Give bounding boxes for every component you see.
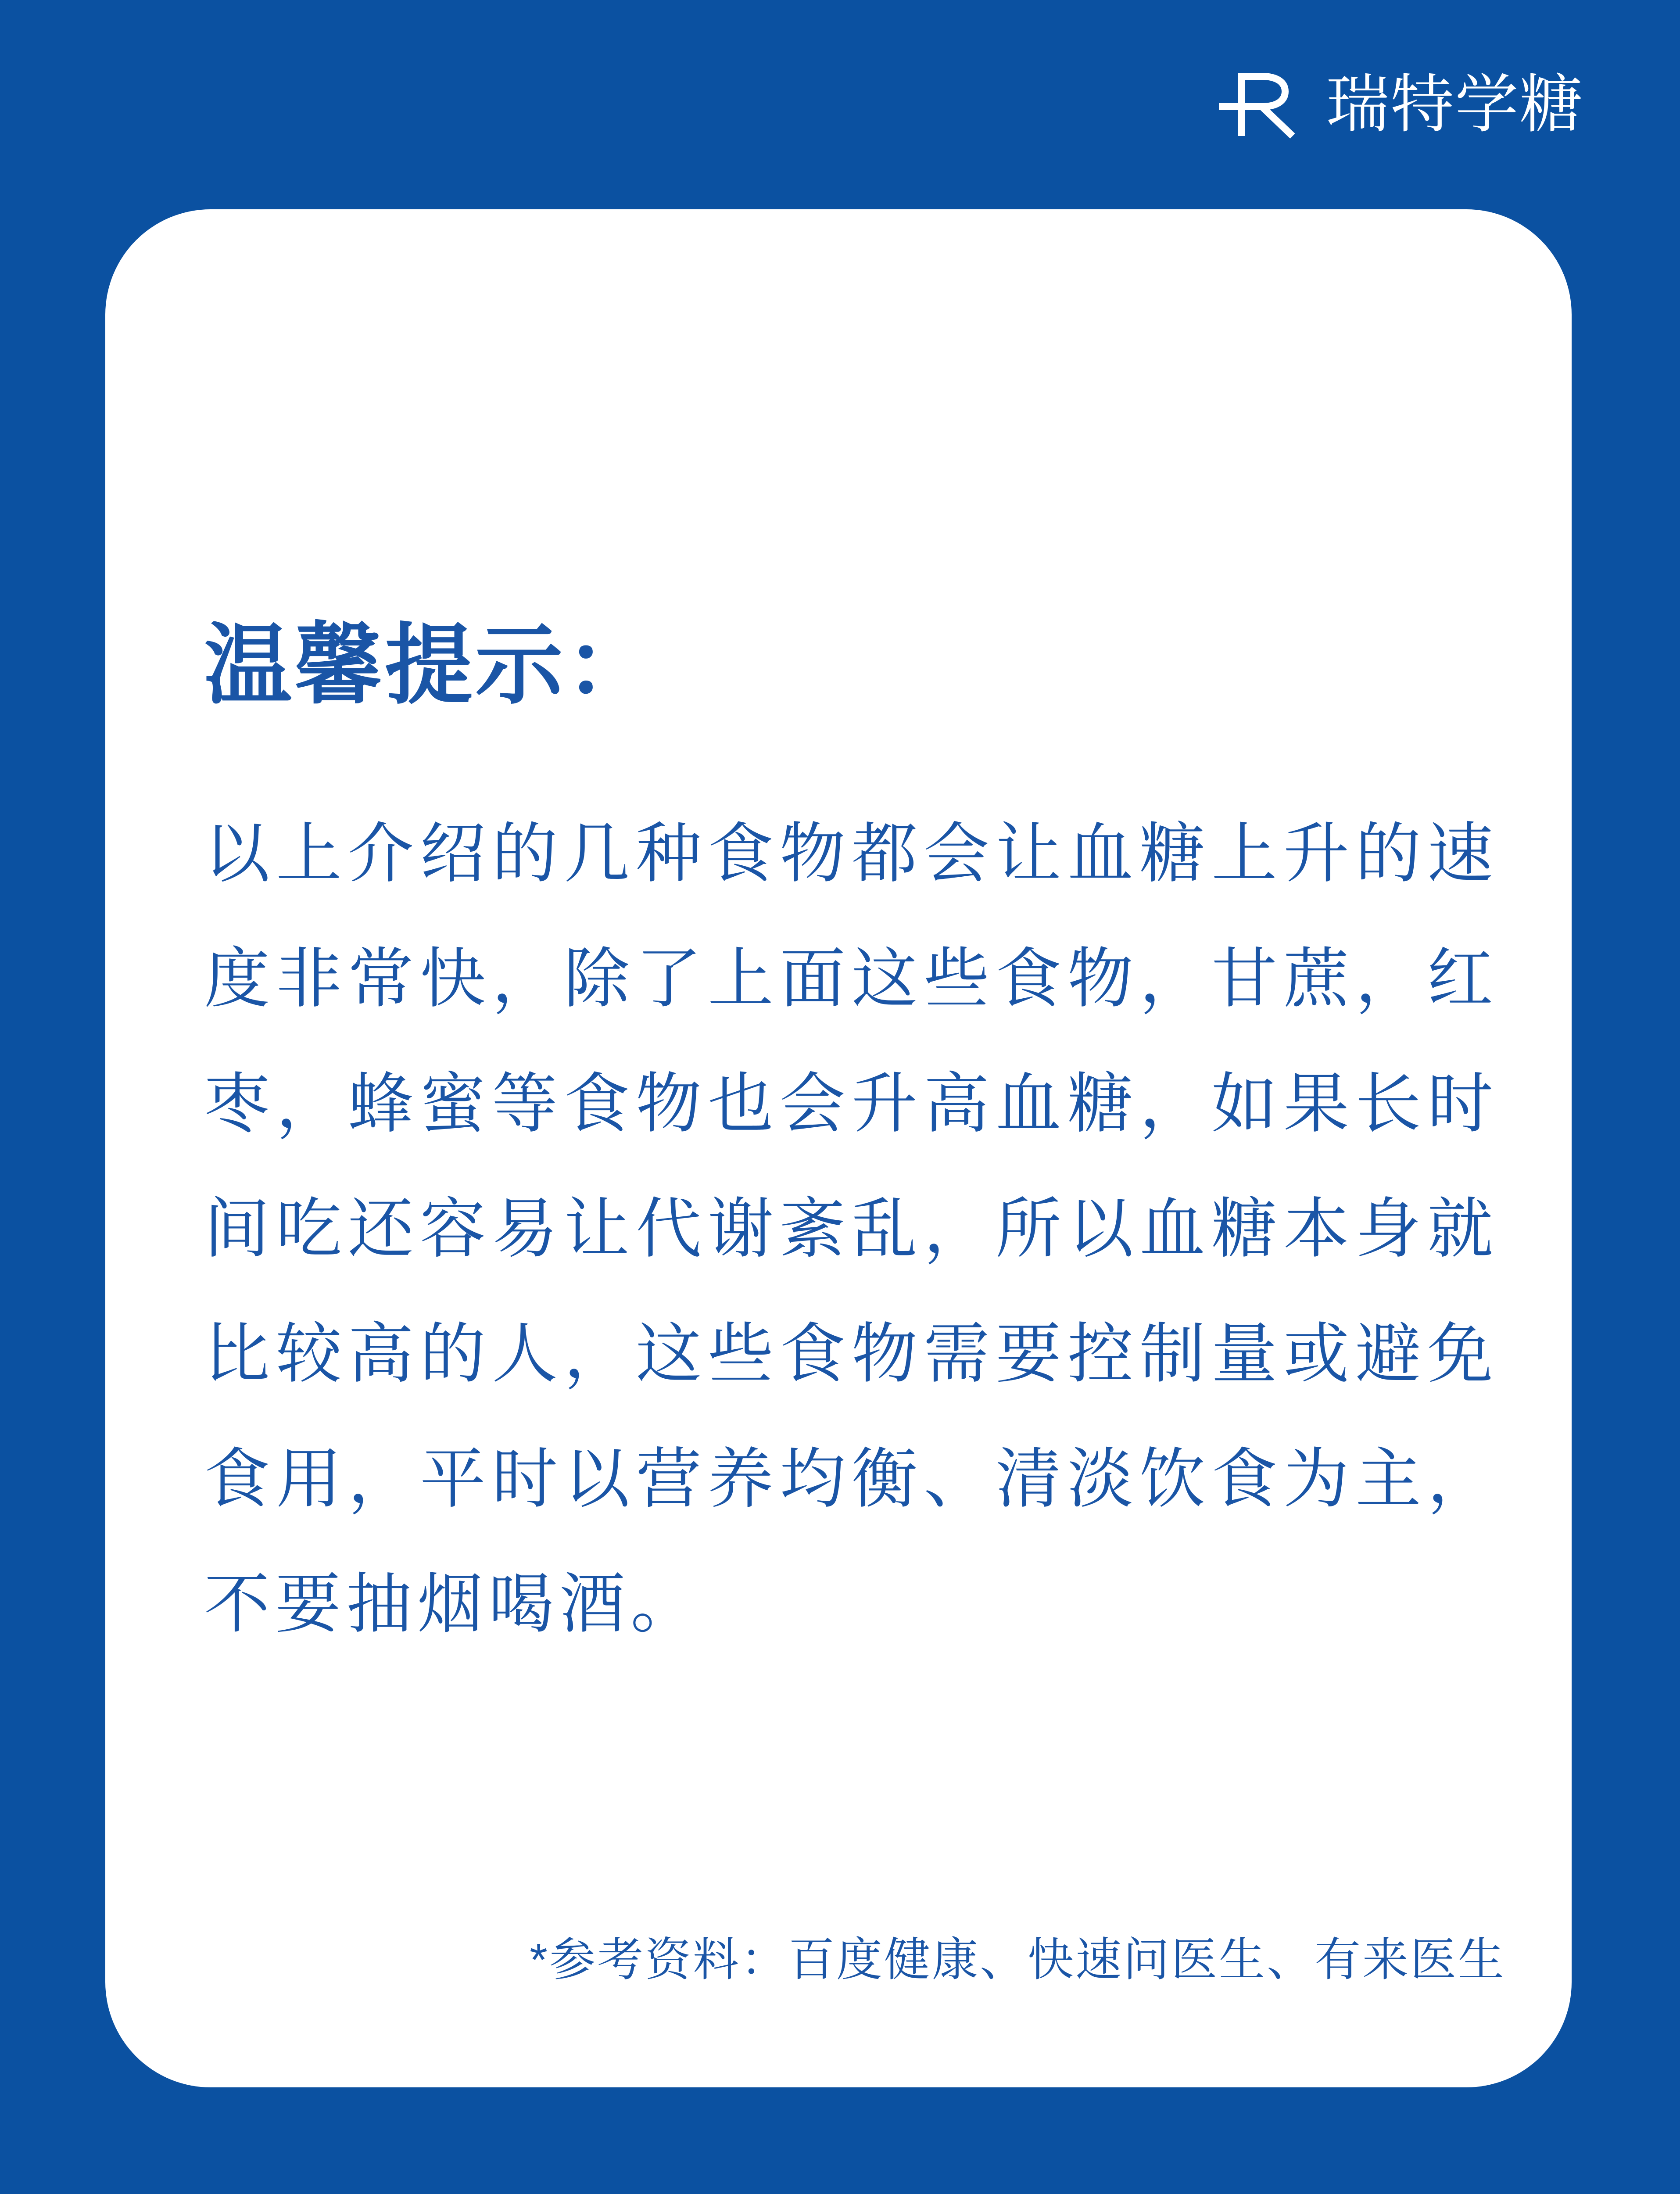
brand-r-icon — [1219, 72, 1293, 137]
tip-title: 温馨提示： — [204, 617, 656, 714]
reference-note: *参考资料：百度健康、快速问医生、有来医生 — [530, 1934, 1506, 1986]
r-bowl — [1242, 76, 1285, 107]
r-leg — [1262, 107, 1293, 136]
tip-body-text: 以上介绍的几种食物都会让血糖上升的速度非常快，除了上面这些食物，甘蔗，红枣，蜂蜜等食物也会升高血糖，如果长时间吃还容易让代谢紊乱，所以血糖本身就比较高的人，这些食物需要控制量或避免食用，平时以营养均衡、清淡饮食为主，不要抽烟喝酒。 — [204, 817, 1498, 1641]
brand-logo — [1219, 69, 1584, 140]
brand-logo-text: 瑞特学糖 — [1326, 69, 1584, 140]
content-card — [105, 209, 1572, 2087]
